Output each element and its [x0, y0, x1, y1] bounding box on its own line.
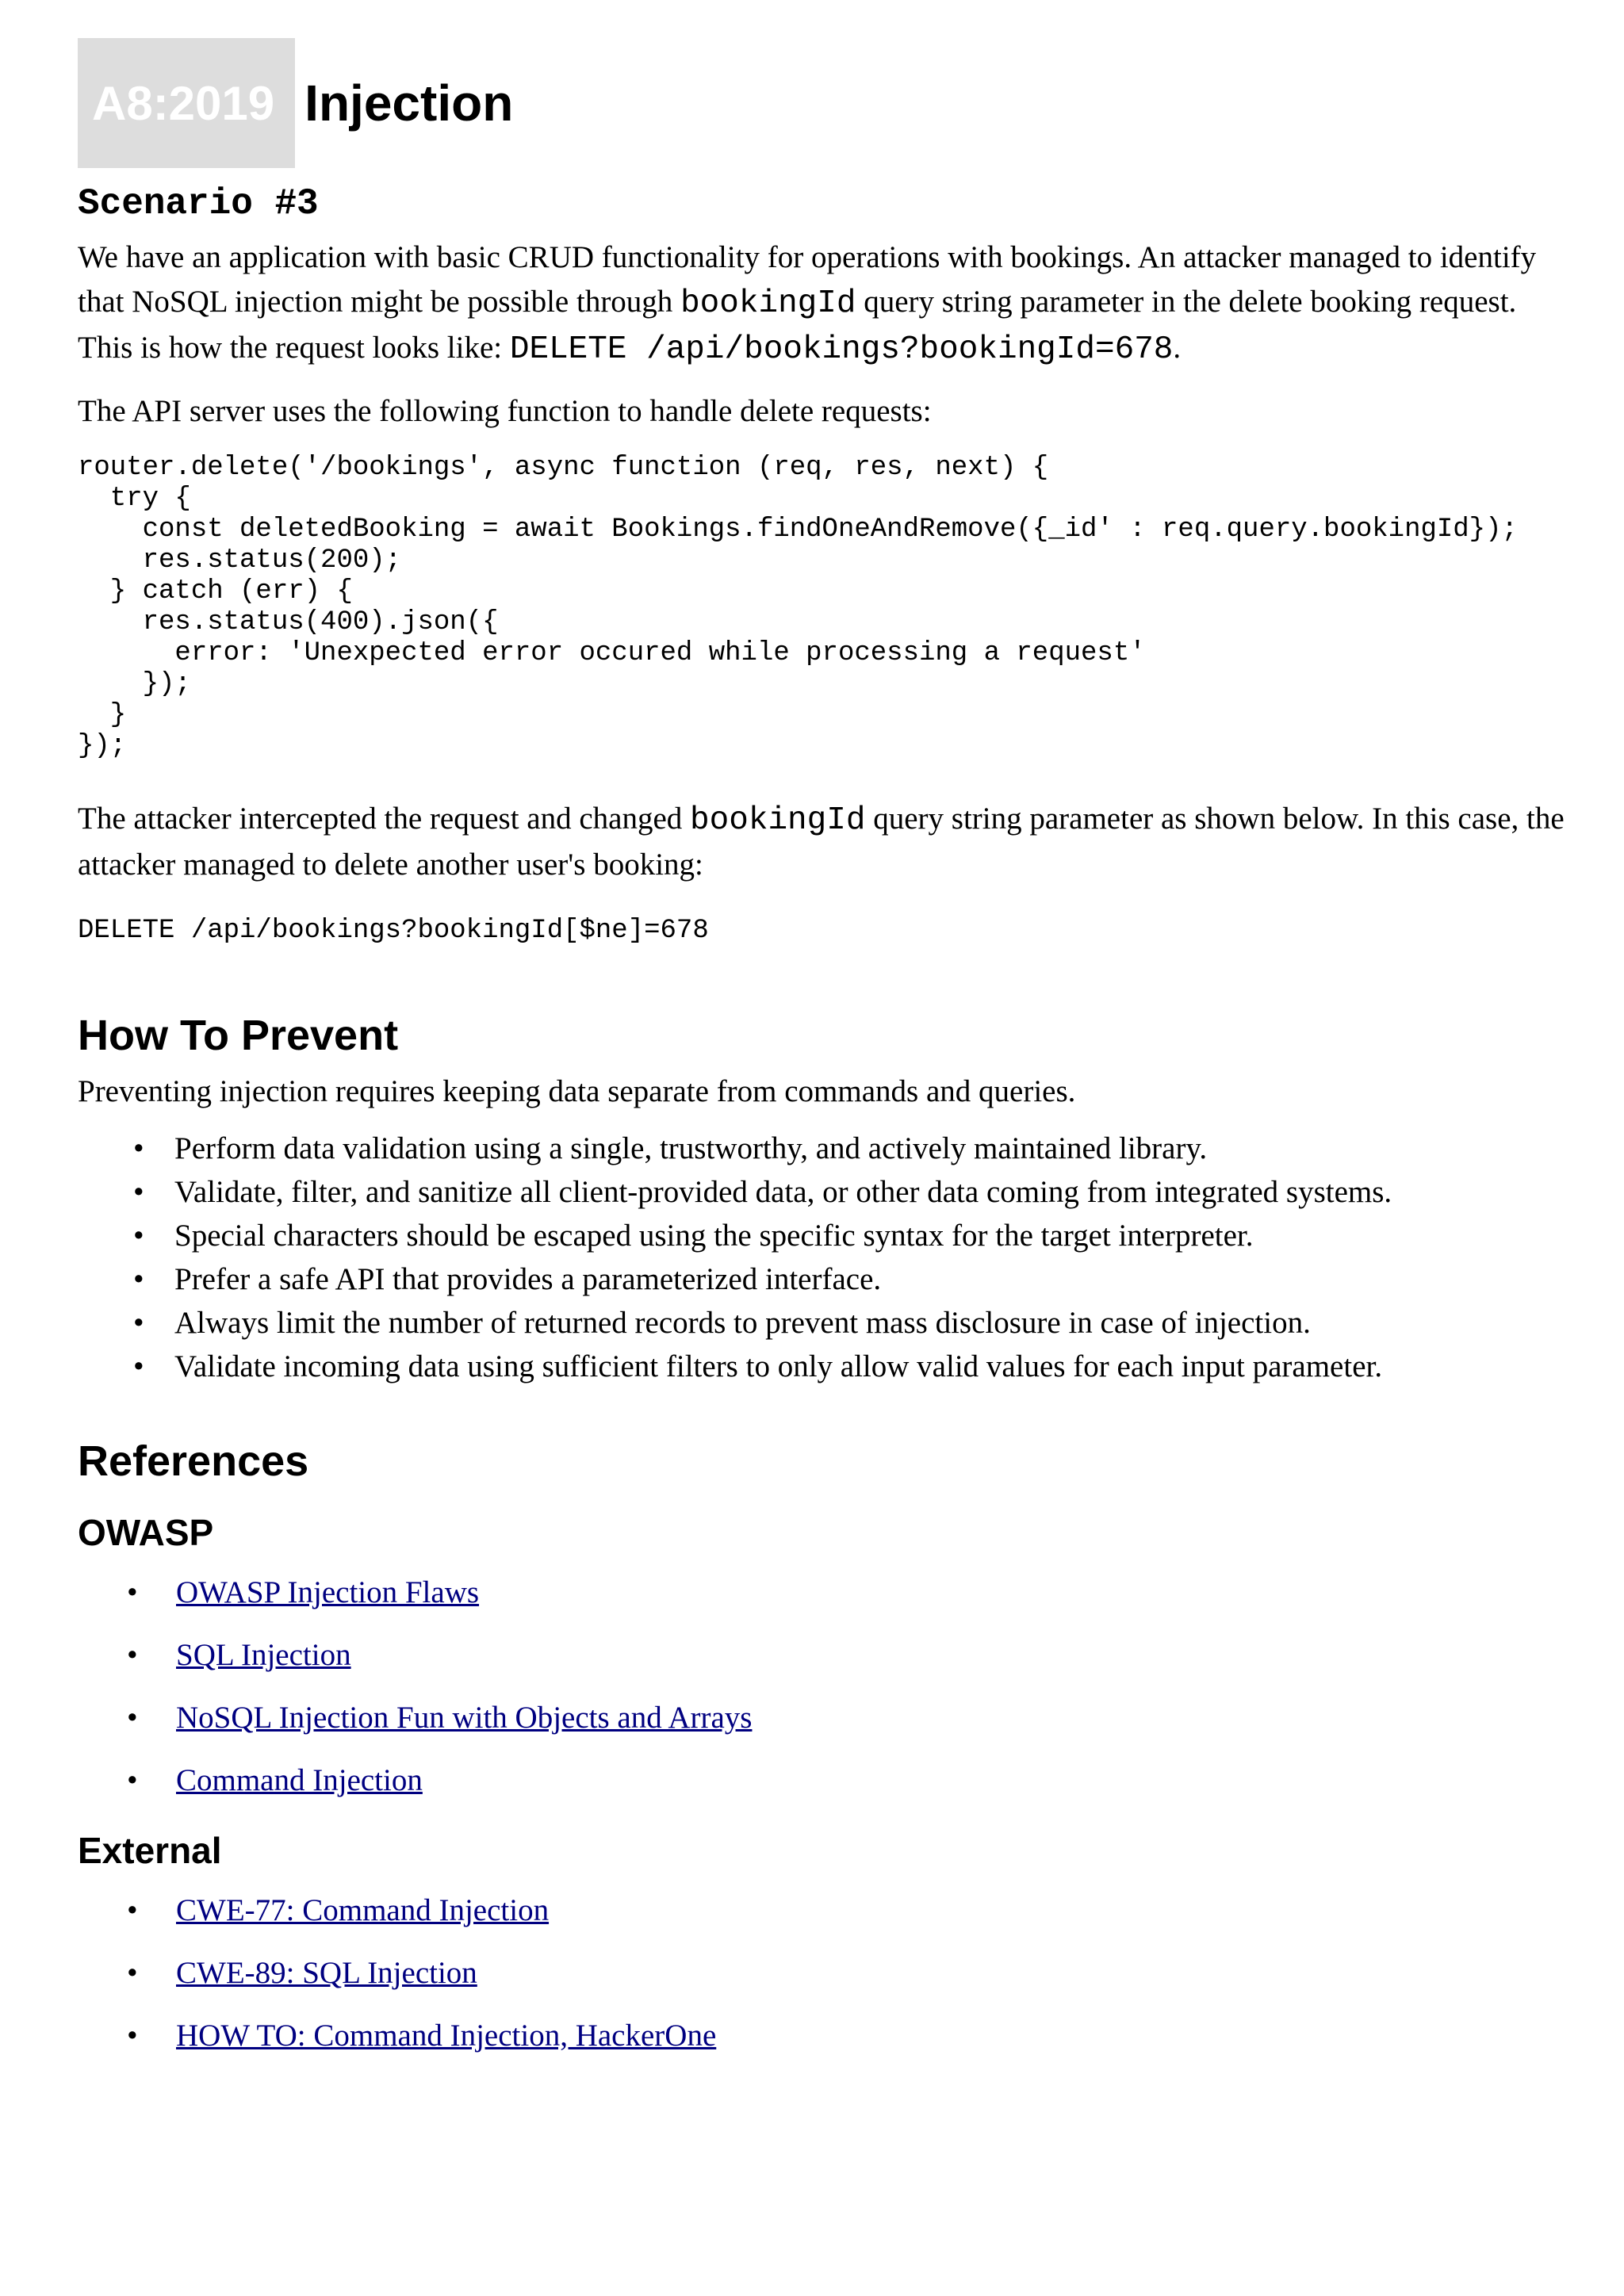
list-item-text: Prefer a safe API that provides a parameterized interface.	[174, 1261, 882, 1296]
bullet: •	[133, 1305, 144, 1340]
prevent-intro: Preventing injection requires keeping data separate from commands and queries.	[78, 1073, 1076, 1108]
list-item	[78, 1301, 1568, 1345]
document-page	[78, 38, 1568, 2067]
risk-badge: A8:2019	[78, 38, 295, 168]
scenario-text: The attacker intercepted the request and changed	[78, 802, 691, 836]
inline-code: bookingId	[680, 285, 856, 323]
title-row	[78, 38, 1568, 168]
list-item	[78, 1749, 1568, 1812]
link-owasp-injection-flaws[interactable]: OWASP Injection Flaws	[176, 1575, 480, 1609]
scenario-text: query string parameter in the delete booking request. This is how the request looks like:	[78, 285, 1517, 365]
external-heading: External	[78, 1829, 222, 1871]
list-item-text: Perform data validation using a single, trustworthy, and actively maintained library.	[174, 1131, 1208, 1165]
page-title: Injection	[304, 75, 514, 132]
inline-code: bookingId	[690, 802, 866, 840]
scenario-paragraph-2: The API server uses the following function to handle delete requests:	[78, 394, 932, 429]
scenario-paragraph-1	[78, 235, 1568, 372]
bullet: •	[133, 1131, 144, 1165]
link-nosql-injection[interactable]: NoSQL Injection Fun with Objects and Arrays	[176, 1700, 753, 1735]
list-item	[78, 1686, 1568, 1749]
link-command-injection[interactable]: Command Injection	[176, 1762, 423, 1797]
owasp-links-list	[78, 1561, 1568, 1812]
list-item-text: Validate, filter, and sanitize all client-provided data, or other data coming from integrated systems.	[174, 1174, 1392, 1209]
prevent-heading: How To Prevent	[78, 1012, 399, 1060]
list-item	[78, 1561, 1568, 1624]
external-links-list	[78, 1879, 1568, 2067]
list-item	[78, 1257, 1568, 1301]
bullet: •	[133, 1261, 144, 1296]
attack-request-code: DELETE /api/bookings?bookingId[$ne]=678	[78, 916, 709, 947]
list-item	[78, 1127, 1568, 1170]
inline-code: DELETE /api/bookings?bookingId=678	[509, 331, 1174, 369]
prevent-list	[78, 1127, 1568, 1388]
references-heading: References	[78, 1437, 309, 1485]
bullet: •	[133, 1349, 144, 1383]
link-sql-injection[interactable]: SQL Injection	[176, 1637, 351, 1672]
list-item	[78, 1942, 1568, 2004]
link-cwe-77[interactable]: CWE-77: Command Injection	[176, 1893, 550, 1928]
scenario-text: query string parameter as shown below. In this case, the attacker managed to delete another user's booking:	[78, 802, 1565, 882]
bullet: •	[127, 2019, 138, 2053]
scenario-text: .	[1173, 331, 1182, 365]
list-item-text: Always limit the number of returned records to prevent mass disclosure in case of injection.	[174, 1305, 1311, 1340]
list-item	[78, 1879, 1568, 1942]
list-item	[78, 1345, 1568, 1388]
bullet: •	[127, 1893, 138, 1928]
list-item-text: Special characters should be escaped using the specific syntax for the target interpreter.	[174, 1218, 1254, 1253]
bullet: •	[127, 1762, 138, 1797]
list-item	[78, 1624, 1568, 1686]
scenario-paragraph-3	[78, 797, 1568, 887]
link-hackerone[interactable]: HOW TO: Command Injection, HackerOne	[176, 2019, 717, 2053]
list-item-text: Validate incoming data using sufficient filters to only allow valid values for each input parameter.	[174, 1349, 1383, 1383]
bullet: •	[133, 1174, 144, 1209]
bullet: •	[127, 1637, 138, 1672]
list-item	[78, 1214, 1568, 1257]
list-item	[78, 1170, 1568, 1214]
list-item	[78, 2004, 1568, 2067]
scenario-text: We have an application with basic CRUD functionality for operations with bookings. An attacker managed to identify that NoSQL injection might be possible through	[78, 240, 1537, 320]
link-cwe-89[interactable]: CWE-89: SQL Injection	[176, 1956, 477, 1991]
owasp-heading: OWASP	[78, 1511, 214, 1553]
code-block: router.delete('/bookings', async function (req, res, next) { try { const deletedBooking = await Bookings.findOneAndRemove({_id' : req.query.bookingId}); res.status(200); } catch (err) { res.status(400).json({ error: 'Unexpected error occured while processing a request' }); } });	[78, 453, 1518, 762]
bullet: •	[127, 1956, 138, 1991]
scenario-heading: Scenario #3	[78, 183, 319, 224]
bullet: •	[127, 1700, 138, 1735]
bullet: •	[133, 1218, 144, 1253]
bullet: •	[127, 1575, 138, 1609]
